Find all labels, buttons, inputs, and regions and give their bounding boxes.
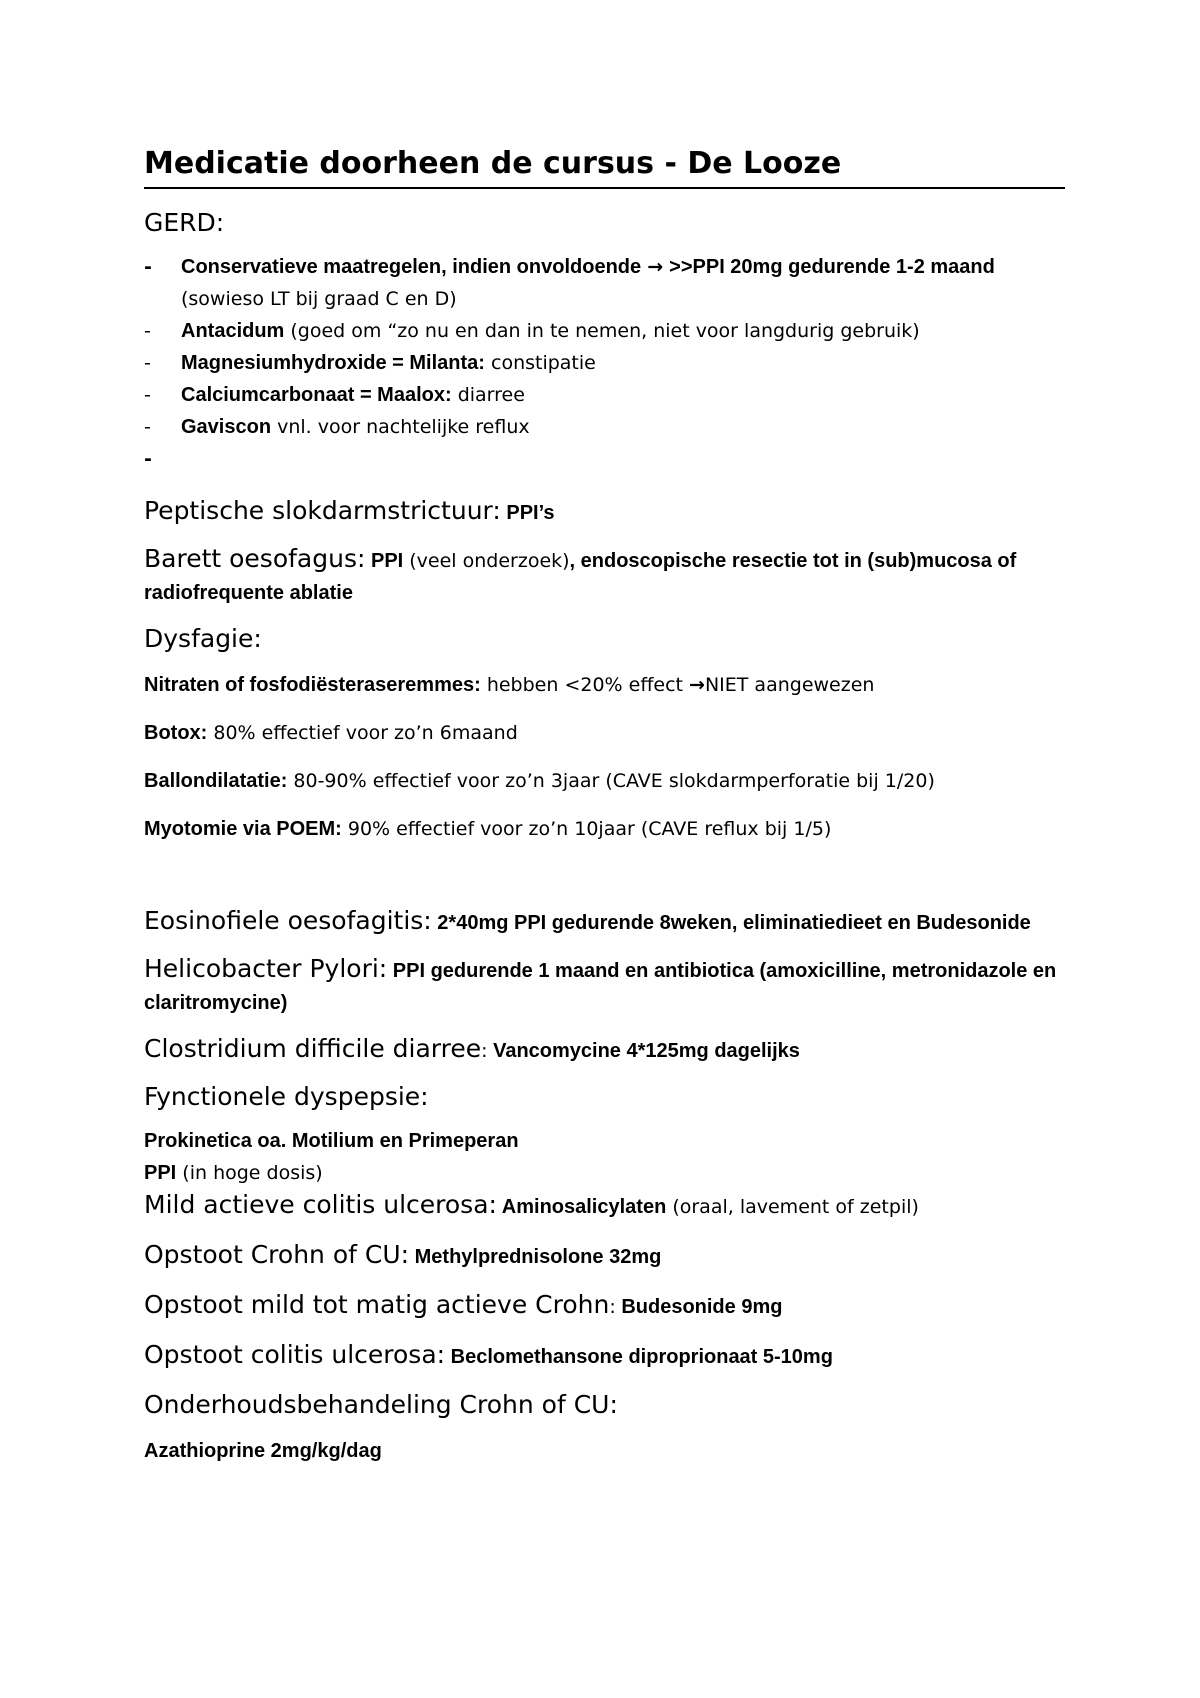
list-item: Azathioprine 2mg/kg/dag <box>144 1440 382 1462</box>
list-item: Nitraten of fosfodiësteraseremmes: hebben <20% effect →NIET aangewezen <box>144 674 875 696</box>
list-item: Ballondilatatie: 80-90% effectief voor zo’n 3jaar (CAVE slokdarmperforatie bij 1/20) <box>144 770 935 792</box>
fdyspepsie-section <box>144 1081 1065 1189</box>
list-item: PPI (in hoge dosis) <box>144 1162 323 1184</box>
peptisch-section: Peptische slokdarmstrictuur: PPI’s <box>144 496 555 525</box>
gerd-heading: GERD: <box>144 208 225 237</box>
dysfagie-section <box>144 623 1065 845</box>
list-item: Prokinetica oa. Motilium en Primeperan <box>144 1130 519 1152</box>
colitis-mild-section: Mild actieve colitis ulcerosa: Aminosalicylaten (oraal, lavement of zetpil) <box>144 1190 919 1219</box>
list-item: - Conservatieve maatregelen, indien onvoldoende → >>PPI 20mg gedurende 1-2 maand (sowieso LT bij graad C en D) <box>144 256 995 310</box>
opstoot-colitis-section: Opstoot colitis ulcerosa: Beclomethansone diproprionaat 5-10mg <box>144 1340 833 1369</box>
barett-section: Barett oesofagus: PPI (veel onderzoek), endoscopische resectie tot in (sub)mucosa of radiofrequente ablatie <box>144 544 1017 604</box>
opstoot-crohn-cu-section: Opstoot Crohn of CU: Methylprednisolone 32mg <box>144 1240 662 1269</box>
onderhoud-section <box>144 1389 1065 1467</box>
onderhoud-heading: Onderhoudsbehandeling Crohn of CU: <box>144 1390 618 1419</box>
list-item: - <box>144 448 152 470</box>
list-item: - Gaviscon vnl. voor nachtelijke reflux <box>144 416 530 438</box>
fdyspepsie-heading: Fynctionele dyspepsie: <box>144 1082 429 1111</box>
list-item: Botox: 80% effectief voor zo’n 6maand <box>144 722 518 744</box>
list-item: Myotomie via POEM: 90% effectief voor zo’n 10jaar (CAVE reflux bij 1/5) <box>144 818 832 840</box>
gerd-section <box>144 207 1065 475</box>
clostri-section: Clostridium difficile diarree: Vancomycine 4*125mg dagelijks <box>144 1034 800 1063</box>
opstoot-mild-crohn-section: Opstoot mild tot matig actieve Crohn: Budesonide 9mg <box>144 1290 783 1319</box>
list-item: - Magnesiumhydroxide = Milanta: constipatie <box>144 352 596 374</box>
helico-section: Helicobacter Pylori: PPI gedurende 1 maand en antibiotica (amoxicilline, metronidazole en claritromycine) <box>144 954 1057 1014</box>
page-title: Medicatie doorheen de cursus - De Looze <box>144 145 1065 189</box>
dysfagie-heading: Dysfagie: <box>144 624 262 653</box>
list-item: - Calciumcarbonaat = Maalox: diarree <box>144 384 525 406</box>
list-item: - Antacidum (goed om “zo nu en dan in te nemen, niet voor langdurig gebruik) <box>144 320 920 342</box>
gerd-list <box>144 251 1065 475</box>
eosino-section: Eosinofiele oesofagitis: 2*40mg PPI gedurende 8weken, eliminatiedieet en Budesonide <box>144 906 1031 935</box>
